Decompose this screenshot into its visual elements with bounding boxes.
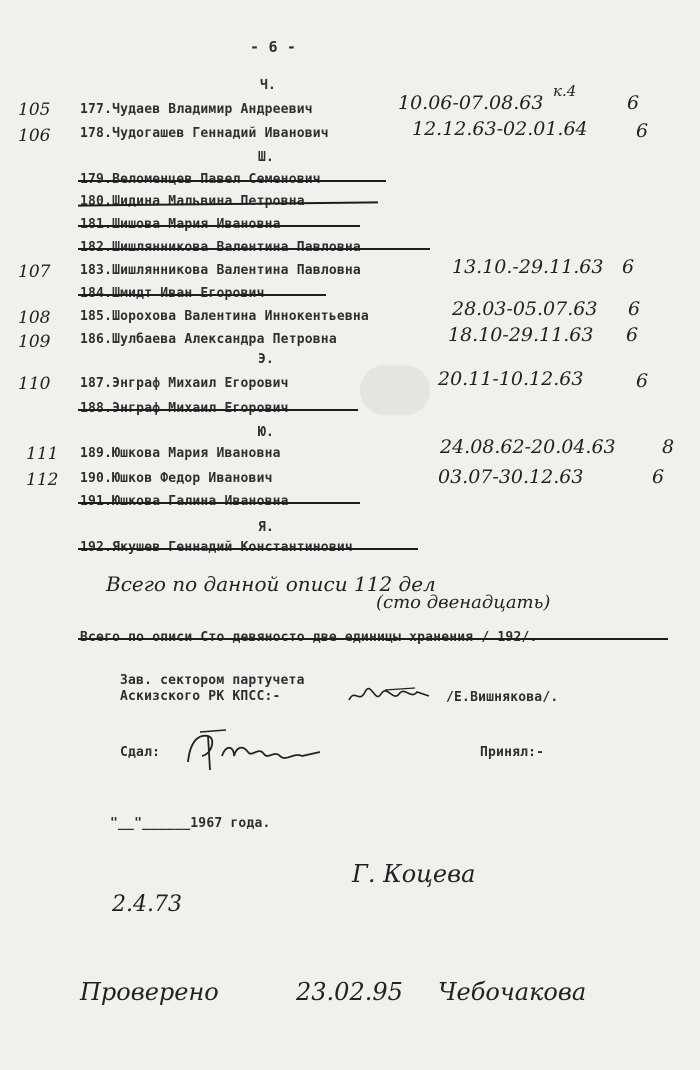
strike-line: [78, 180, 386, 182]
page-number: - 6 -: [250, 38, 297, 56]
entry-typed-text-struck: 181.Шишова Мария Ивановна: [80, 217, 281, 232]
signer-name: /Е.Вишнякова/.: [446, 690, 559, 705]
strike-line: [78, 225, 360, 227]
entry-count: 6: [652, 466, 665, 488]
entry-new-number: 108: [18, 308, 51, 328]
paper-stain: [360, 365, 430, 415]
position-line2: Аскизского РК КПСС:-: [120, 689, 281, 704]
entry-typed-text-struck: 188.Энграф Михаил Егорович: [80, 401, 289, 416]
letter-heading-yu: Ю.: [258, 425, 275, 440]
entry-new-number: 105: [18, 100, 51, 120]
entry-typed-text-struck: 191.Юшкова Галина Ивановна: [80, 494, 289, 509]
letter-heading-e: Э.: [258, 352, 275, 367]
entry-typed-text-struck: 182.Шишлянникова Валентина Павловна: [80, 240, 361, 255]
strike-line: [78, 502, 360, 504]
entry-typed-text: 183.Шишлянникова Валентина Павловна: [80, 263, 361, 278]
entry-new-number: 109: [18, 332, 51, 352]
strike-line: [78, 294, 326, 296]
entry-count: 6: [628, 298, 641, 320]
entry-note: к.4: [553, 82, 577, 100]
entry-typed-text: 185.Шорохова Валентина Иннокентьевна: [80, 309, 369, 324]
entry-typed-text: 186.Шулбаева Александра Петровна: [80, 332, 337, 347]
position-line1: Зав. сектором партучета: [120, 673, 305, 688]
signature-vishnyakova: [345, 682, 435, 710]
entry-count: 8: [662, 436, 675, 458]
letter-heading-sh: Ш.: [258, 150, 275, 165]
handwritten-total-line1: Всего по данной описи 112 дел: [106, 572, 436, 596]
entry-count: 6: [626, 324, 639, 346]
letter-heading-ch: Ч.: [260, 78, 277, 93]
entry-typed-text: 178.Чудогашев Геннадий Иванович: [80, 126, 329, 141]
entry-count: 6: [636, 370, 649, 392]
entry-dates: 03.07-30.12.63: [438, 466, 584, 488]
entry-dates: 13.10.-29.11.63: [452, 256, 604, 278]
handed-label: Сдал:: [120, 745, 161, 760]
checked-date: 23.02.95: [296, 978, 403, 1006]
entry-typed-text: 177.Чудаев Владимир Андреевич: [80, 102, 313, 117]
letter-heading-ya: Я.: [258, 520, 275, 535]
strike-line: [78, 409, 358, 411]
checked-label: Проверено: [80, 978, 219, 1006]
handwritten-date: 2.4.73: [112, 892, 182, 917]
entry-new-number: 111: [26, 444, 59, 464]
entry-count: 6: [636, 120, 649, 142]
strike-line: [78, 638, 668, 640]
entry-dates: 24.08.62-20.04.63: [440, 436, 616, 458]
signer-handwritten: Г. Коцева: [352, 860, 476, 888]
entry-typed-text-struck: 180.Шидина Мальвина Петровна: [80, 194, 305, 209]
entry-count: 6: [622, 256, 635, 278]
entry-new-number: 112: [26, 470, 59, 490]
entry-typed-text: 189.Юшкова Мария Ивановна: [80, 446, 281, 461]
entry-typed-text-struck: 179.Веломенцев Павел Семенович: [80, 172, 321, 187]
entry-new-number: 106: [18, 126, 51, 146]
typed-total-struck: Всего по описи Сто девяносто две единицы хранения / 192/.: [80, 630, 538, 645]
entry-count: 6: [627, 92, 640, 114]
handwritten-total-line2: (сто двенадцать): [376, 592, 551, 613]
entry-typed-text-struck: 184.Шмидт Иван Егорович: [80, 286, 265, 301]
checked-name: Чебочакова: [438, 978, 587, 1006]
entry-typed-text: 187.Энграф Михаил Егорович: [80, 376, 289, 391]
entry-dates: 10.06-07.08.63: [398, 92, 544, 114]
accepted-label: Принял:-: [480, 745, 545, 760]
strike-line: [78, 248, 430, 250]
strike-line: [78, 548, 418, 550]
entry-dates: 12.12.63-02.01.64: [412, 118, 588, 140]
date-line: "__"______1967 года.: [110, 816, 271, 831]
entry-typed-text-struck: 192.Якушев Геннадий Константинович: [80, 540, 353, 555]
entry-new-number: 110: [18, 374, 51, 394]
entry-dates: 28.03-05.07.63: [452, 298, 598, 320]
signature-handed: [182, 726, 332, 778]
entry-dates: 18.10-29.11.63: [448, 324, 594, 346]
entry-new-number: 107: [18, 262, 51, 282]
entry-dates: 20.11-10.12.63: [438, 368, 584, 390]
entry-typed-text: 190.Юшков Федор Иванович: [80, 471, 273, 486]
